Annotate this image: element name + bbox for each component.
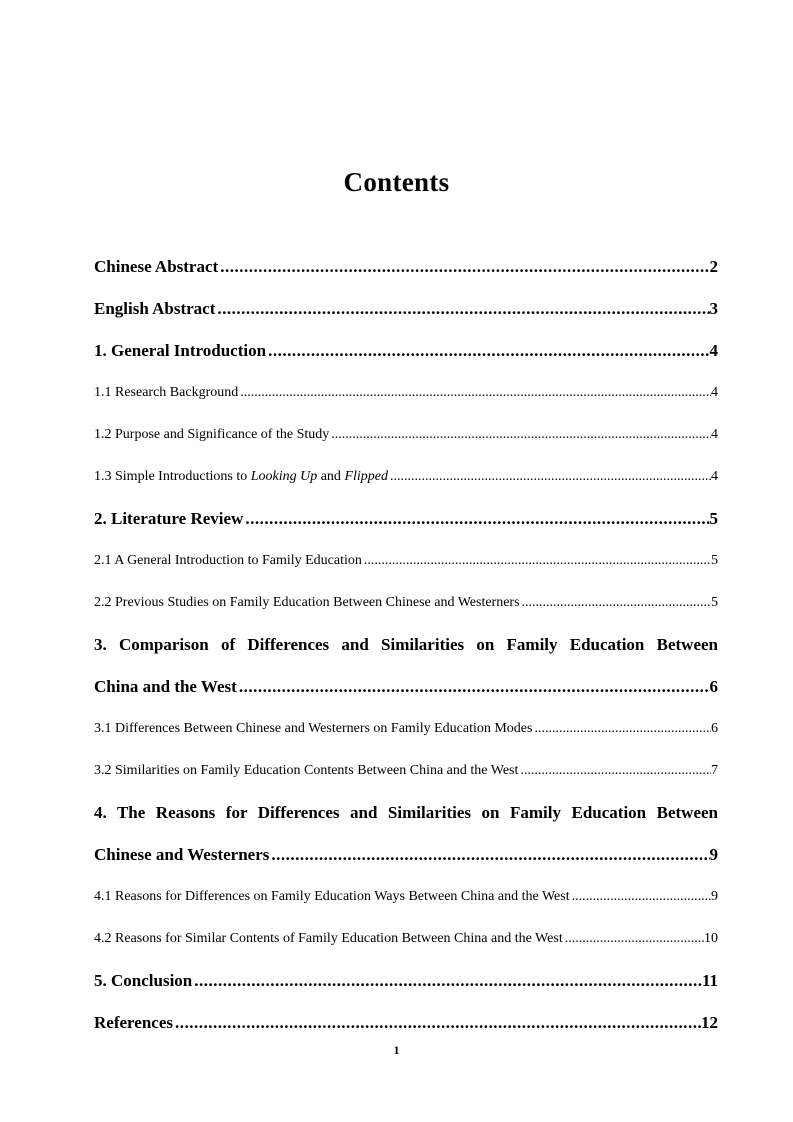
table-of-contents	[94, 246, 718, 1044]
toc-entry-chinese-abstract[interactable]	[94, 246, 718, 288]
toc-entry-page: 9	[711, 889, 718, 904]
toc-entry-label: 1.2 Purpose and Significance of the Study	[94, 427, 330, 442]
toc-entry-page: 10	[704, 931, 718, 946]
toc-entry-reasons[interactable]	[94, 834, 718, 876]
dot-leader	[218, 246, 709, 288]
toc-entry-label: References	[94, 1013, 173, 1032]
toc-entry-reasons-differences[interactable]	[94, 876, 718, 918]
dot-leader	[269, 834, 709, 876]
dot-leader	[237, 666, 710, 708]
toc-entry-label	[94, 456, 388, 498]
toc-entry-purpose-significance[interactable]	[94, 414, 718, 456]
toc-entry-previous-studies[interactable]	[94, 582, 718, 624]
toc-entry-label: Chinese and Westerners	[94, 845, 270, 864]
dot-leader	[532, 708, 711, 750]
toc-entry-page: 5	[711, 553, 718, 568]
dot-leader	[518, 750, 711, 792]
toc-entry-page: 5	[709, 509, 718, 528]
toc-entry-label: China and the West	[94, 677, 237, 696]
dot-leader	[243, 498, 709, 540]
dot-leader	[563, 918, 704, 960]
toc-entry-differences-modes[interactable]	[94, 708, 718, 750]
toc-entry-comparison[interactable]	[94, 666, 718, 708]
toc-entry-reasons-similar[interactable]	[94, 918, 718, 960]
toc-entry-page: 4	[711, 469, 718, 484]
toc-entry-reasons-line1[interactable]: 4. The Reasons for Differences and Similarities on Family Education Between	[94, 803, 718, 822]
label-text: 1.3 Simple Introductions to	[94, 469, 251, 484]
toc-entry-page: 6	[709, 677, 718, 696]
toc-entry-label: 2.1 A General Introduction to Family Education	[94, 553, 362, 568]
toc-entry-label: English Abstract	[94, 299, 216, 318]
toc-entry-label: 2.2 Previous Studies on Family Education Between Chinese and Westerners	[94, 595, 520, 610]
toc-entry-page: 7	[711, 763, 718, 778]
dot-leader	[388, 456, 711, 498]
dot-leader	[520, 582, 711, 624]
toc-entry-page: 2	[709, 257, 718, 276]
toc-entry-page: 3	[709, 299, 718, 318]
dot-leader	[570, 876, 711, 918]
italic-title-flipped: Flipped	[344, 469, 388, 484]
toc-entry-conclusion[interactable]	[94, 960, 718, 1002]
toc-entry-label: 3.2 Similarities on Family Education Contents Between China and the West	[94, 763, 519, 778]
toc-entry-general-introduction[interactable]	[94, 330, 718, 372]
toc-entry-label: 2. Literature Review	[94, 509, 244, 528]
toc-entry-page: 11	[701, 971, 718, 990]
italic-title-looking-up: Looking Up	[250, 469, 318, 484]
toc-entry-family-education-intro[interactable]	[94, 540, 718, 582]
toc-entry-page: 12	[701, 1013, 718, 1032]
toc-entry-literature-review[interactable]	[94, 498, 718, 540]
toc-entry-label: 5. Conclusion	[94, 971, 193, 990]
label-text: and	[317, 469, 345, 484]
toc-entry-research-background[interactable]	[94, 372, 718, 414]
dot-leader	[362, 540, 711, 582]
toc-entry-simple-introductions[interactable]	[94, 456, 718, 498]
toc-entry-page: 5	[711, 595, 718, 610]
toc-entry-label: 4.2 Reasons for Similar Contents of Family Education Between China and the West	[94, 931, 563, 946]
toc-entry-references[interactable]	[94, 1002, 718, 1044]
toc-entry-similarities-contents[interactable]	[94, 750, 718, 792]
toc-entry-page: 4	[711, 385, 718, 400]
page-title: Contents	[343, 167, 450, 197]
toc-entry-english-abstract[interactable]	[94, 288, 718, 330]
toc-entry-page: 4	[711, 427, 718, 442]
dot-leader	[266, 330, 709, 372]
dot-leader	[192, 960, 702, 1002]
toc-entry-label: 3.1 Differences Between Chinese and Westerners on Family Education Modes	[94, 721, 533, 736]
toc-entry-page: 9	[709, 845, 718, 864]
dot-leader	[173, 1002, 701, 1044]
toc-entry-page: 6	[711, 721, 718, 736]
toc-entry-label: 4.1 Reasons for Differences on Family Education Ways Between China and the West	[94, 889, 570, 904]
dot-leader	[238, 372, 711, 414]
dot-leader	[329, 414, 711, 456]
toc-entry-label: 1. General Introduction	[94, 341, 267, 360]
dot-leader	[215, 288, 709, 330]
toc-entry-label: 1.1 Research Background	[94, 385, 239, 400]
page-number: 1	[393, 1043, 400, 1057]
toc-entry-page: 4	[709, 341, 718, 360]
toc-entry-label: Chinese Abstract	[94, 257, 219, 276]
toc-entry-comparison-line1[interactable]: 3. Comparison of Differences and Similarities on Family Education Between	[94, 635, 718, 654]
